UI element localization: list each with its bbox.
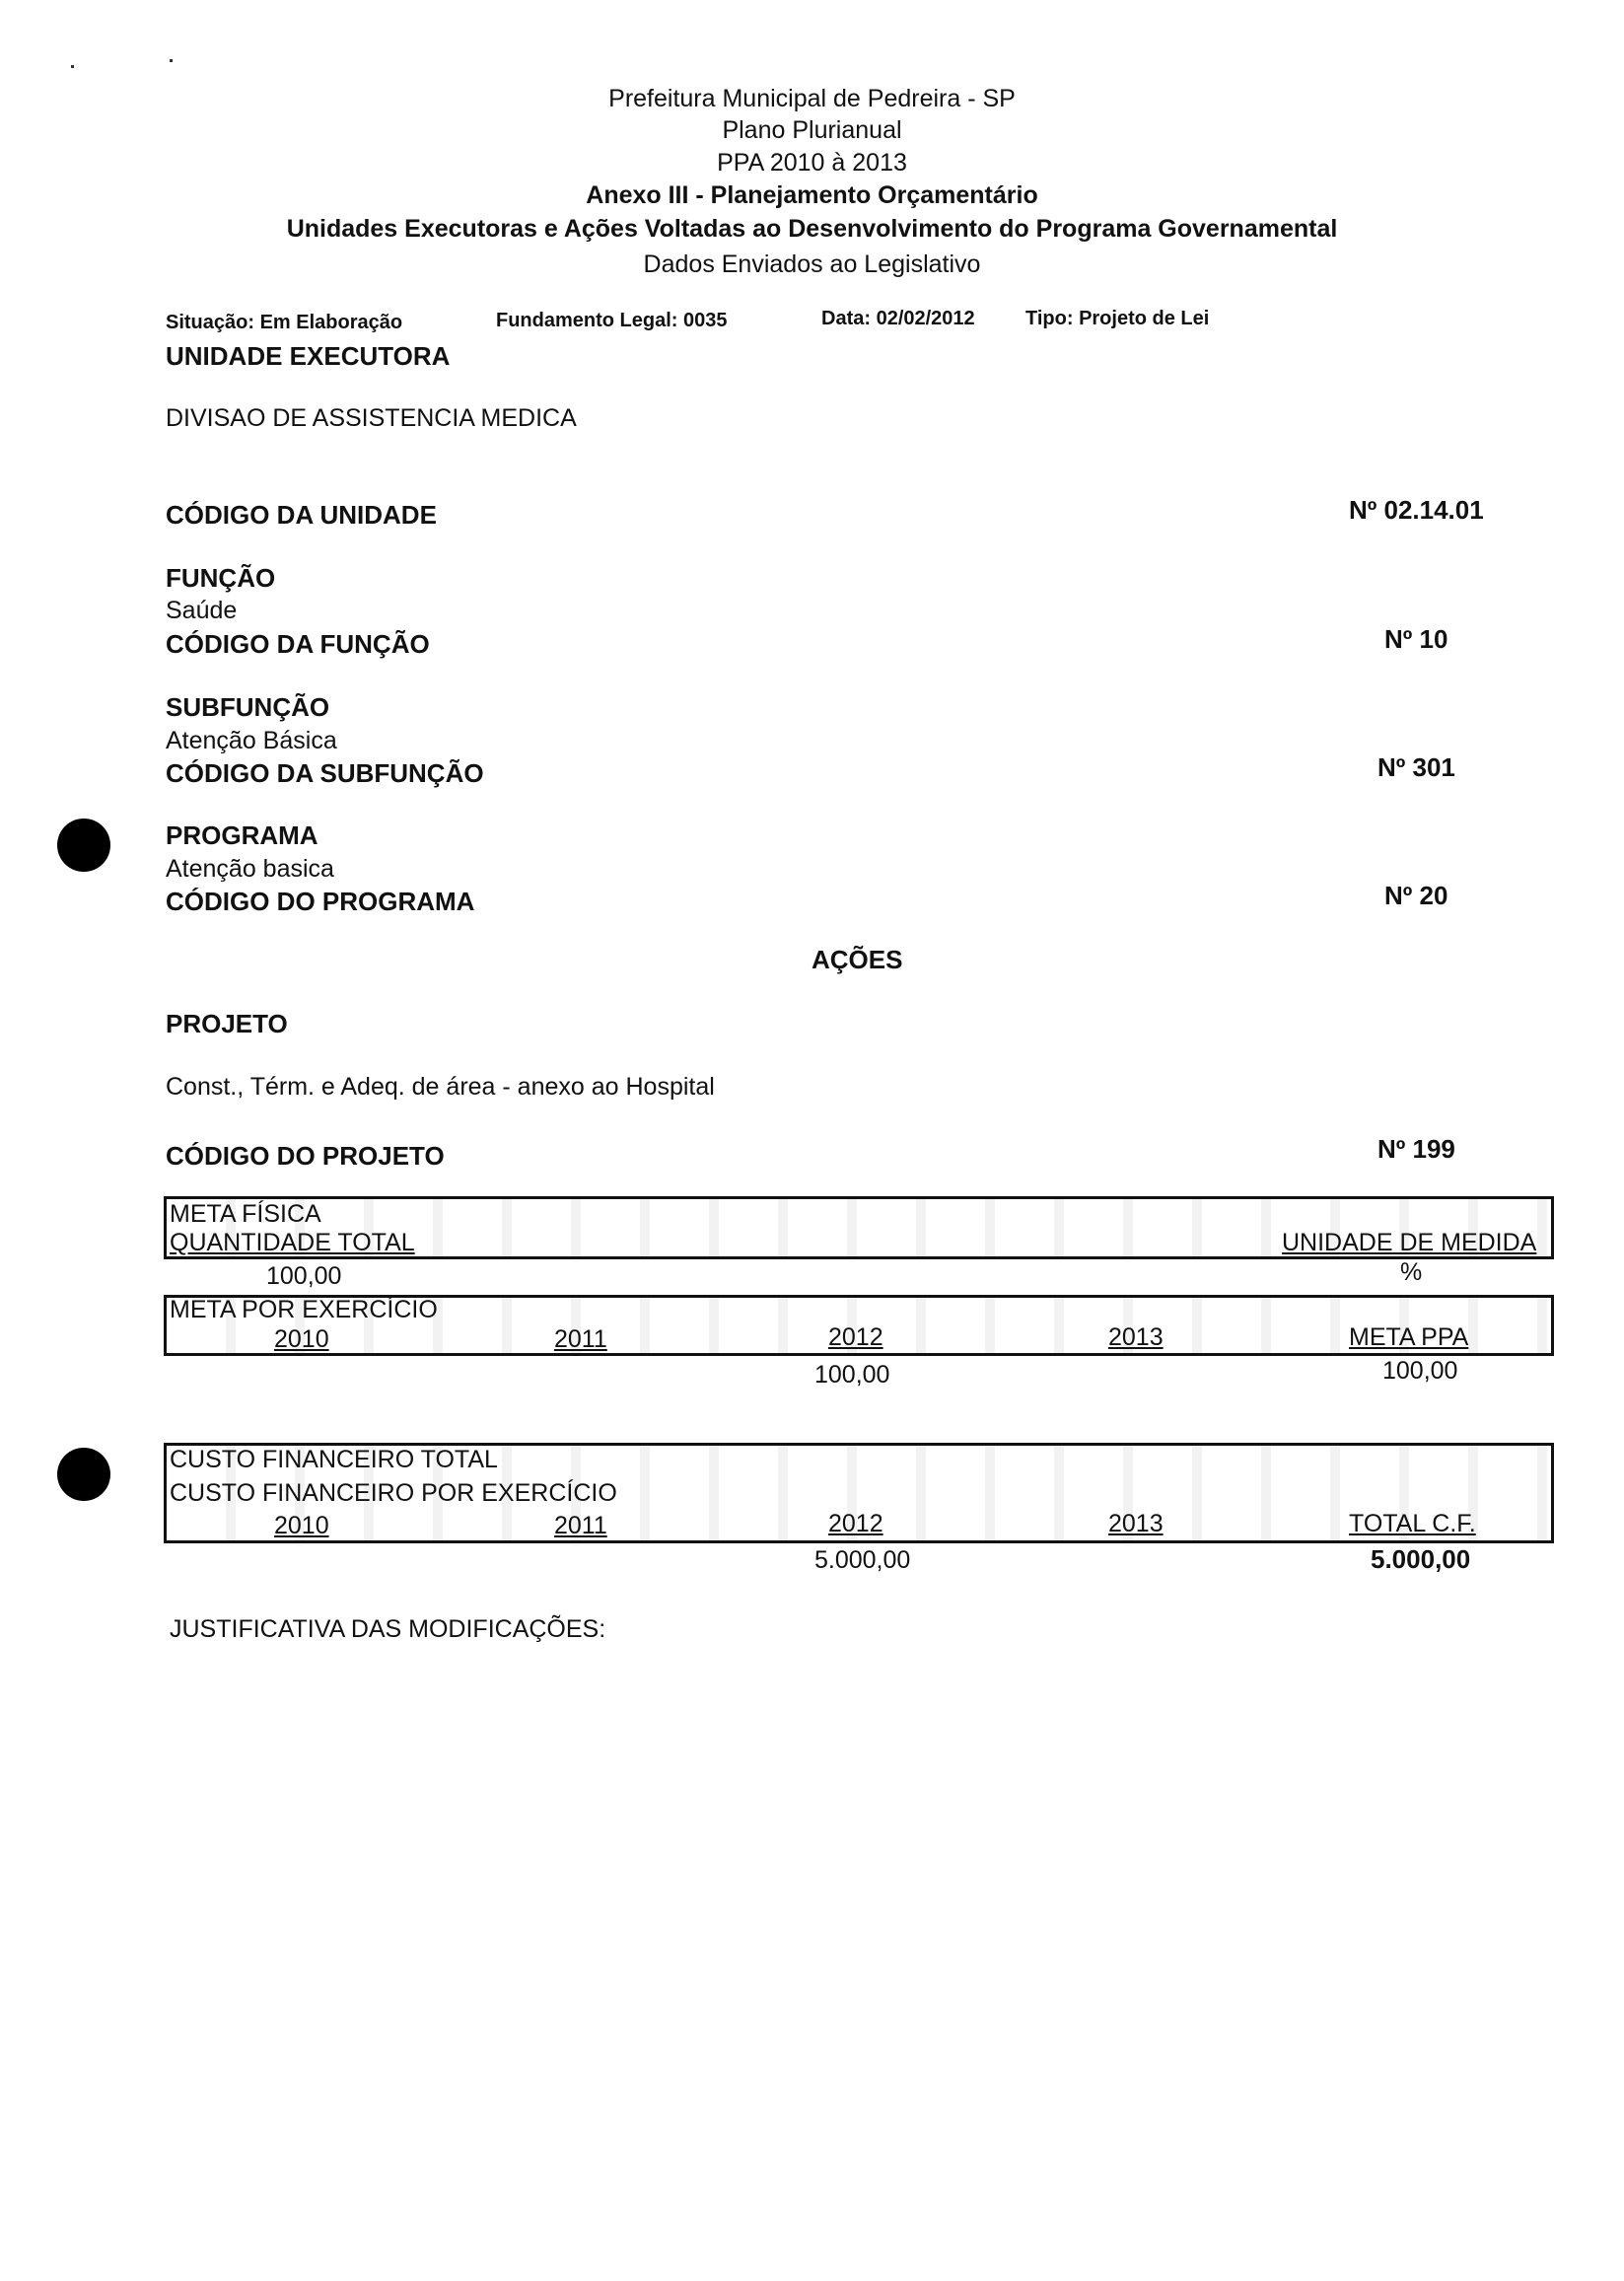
funcao-name: Saúde — [166, 597, 238, 624]
quantidade-total-label: QUANTIDADE TOTAL — [170, 1229, 415, 1256]
custo-year-2010: 2010 — [274, 1512, 329, 1539]
codigo-programa-label: CÓDIGO DO PROGRAMA — [166, 887, 475, 916]
subfuncao-label: SUBFUNÇÃO — [166, 692, 330, 722]
codigo-funcao-value: Nº 10 — [1384, 624, 1448, 654]
custo-year-2012: 2012 — [828, 1510, 883, 1537]
codigo-subfuncao-label: CÓDIGO DA SUBFUNÇÃO — [166, 758, 484, 788]
scan-speck — [71, 65, 74, 68]
unidade-label: UNIDADE EXECUTORA — [166, 341, 451, 371]
header-plan: Plano Plurianual — [722, 116, 902, 144]
meta-ppa-value: 100,00 — [1382, 1357, 1458, 1385]
header-subtitle: Unidades Executoras e Ações Voltadas ao Desenvolvimento do Programa Governamental — [286, 215, 1338, 243]
acoes-title: AÇÕES — [812, 945, 903, 974]
codigo-unidade-label: CÓDIGO DA UNIDADE — [166, 500, 437, 530]
situacao-text: Situação: Em Elaboração — [166, 312, 403, 333]
custo-year-2013: 2013 — [1108, 1510, 1164, 1537]
meta-year-2010: 2010 — [274, 1325, 329, 1353]
codigo-projeto-label: CÓDIGO DO PROJETO — [166, 1141, 445, 1171]
codigo-subfuncao-value: Nº 301 — [1377, 752, 1455, 782]
header-municipality: Prefeitura Municipal de Pedreira - SP — [608, 85, 1016, 112]
meta-2012-value: 100,00 — [814, 1361, 890, 1389]
date-text: Data: 02/02/2012 — [821, 308, 975, 329]
total-cf-label: TOTAL C.F. — [1349, 1510, 1476, 1537]
meta-year-2012: 2012 — [828, 1323, 883, 1351]
codigo-projeto-value: Nº 199 — [1377, 1134, 1455, 1164]
meta-exercicio-title: META POR EXERCÍCIO — [170, 1296, 438, 1323]
custo-financeiro-title: CUSTO FINANCEIRO TOTAL — [170, 1446, 498, 1473]
meta-year-2013: 2013 — [1108, 1323, 1164, 1351]
programa-label: PROGRAMA — [166, 820, 318, 850]
header-annex: Anexo III - Planejamento Orçamentário — [586, 181, 1038, 209]
quantidade-total-value: 100,00 — [266, 1262, 342, 1290]
custo-exercicio-label: CUSTO FINANCEIRO POR EXERCÍCIO — [170, 1479, 617, 1507]
programa-name: Atenção basica — [166, 855, 334, 883]
justificativa-label: JUSTIFICATIVA DAS MODIFICAÇÕES: — [170, 1615, 606, 1643]
projeto-label: PROJETO — [166, 1009, 288, 1038]
funcao-label: FUNÇÃO — [166, 563, 276, 593]
codigo-funcao-label: CÓDIGO DA FUNÇÃO — [166, 629, 430, 659]
unidade-medida-label: UNIDADE DE MEDIDA — [1282, 1229, 1537, 1256]
custo-total-value: 5.000,00 — [1371, 1544, 1471, 1574]
punch-hole-top — [57, 819, 110, 872]
header-legislative: Dados Enviados ao Legislativo — [643, 250, 981, 278]
scan-speck — [170, 59, 173, 62]
header-period: PPA 2010 à 2013 — [717, 149, 907, 177]
subfuncao-name: Atenção Básica — [166, 727, 337, 754]
meta-ppa-label: META PPA — [1349, 1323, 1469, 1351]
meta-fisica-title: META FÍSICA — [170, 1200, 321, 1228]
meta-year-2011: 2011 — [554, 1325, 607, 1353]
projeto-name: Const., Térm. e Adeq. de área - anexo ao Hospital — [166, 1073, 715, 1101]
codigo-programa-value: Nº 20 — [1384, 881, 1448, 910]
tipo-text: Tipo: Projeto de Lei — [1025, 308, 1210, 329]
custo-year-2011: 2011 — [554, 1512, 607, 1539]
punch-hole-bottom — [57, 1448, 110, 1501]
unidade-medida-value: % — [1400, 1258, 1423, 1286]
unidade-name: DIVISAO DE ASSISTENCIA MEDICA — [166, 404, 577, 432]
codigo-unidade-value: Nº 02.14.01 — [1349, 495, 1484, 525]
fundamento-text: Fundamento Legal: 0035 — [496, 310, 728, 331]
custo-2012-value: 5.000,00 — [814, 1546, 911, 1574]
